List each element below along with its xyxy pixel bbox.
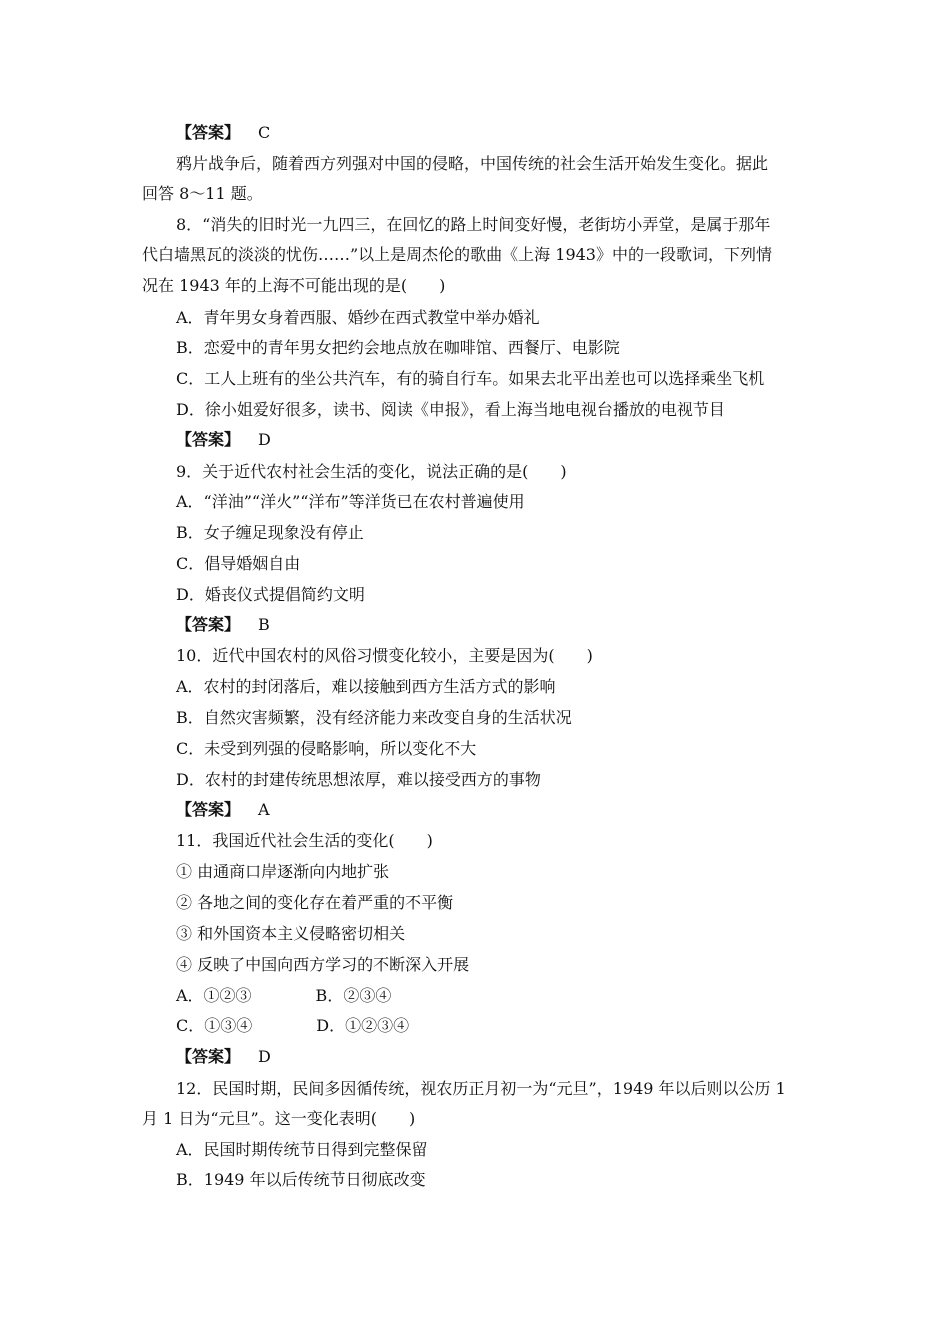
text-line: ③ 和外国资本主义侵略密切相关 [176,924,406,943]
text-line: 月 1 日为“元旦”。这一变化表明( ) [142,1109,416,1128]
text-line: ② 各地之间的变化存在着严重的不平衡 [176,893,454,912]
answer-line [176,430,271,450]
answer-label: 【答案】 [176,800,241,819]
text-line: 9．关于近代农村社会生活的变化，说法正确的是( ) [176,462,567,481]
text-line: C．倡导婚姻自由 [176,554,301,573]
text-line: C．未受到列强的侵略影响，所以变化不大 [176,739,477,758]
text-line: A．农村的封闭落后，难以接触到西方生活方式的影响 [176,677,556,696]
answer-value: D [258,430,271,449]
text-line: 10．近代中国农村的风俗习惯变化较小，主要是因为( ) [176,646,593,665]
text-line: ④ 反映了中国向西方学习的不断深入开展 [176,955,470,974]
text-line: B．1949 年以后传统节日彻底改变 [176,1170,426,1189]
text-line: 回答 8～11 题。 [142,184,263,203]
text-line: D．徐小姐爱好很多，读书、阅读《申报》，看上海当地电视台播放的电视节目 [176,400,725,419]
answer-value: C [258,123,271,142]
text-line: B．恋爱中的青年男女把约会地点放在咖啡馆、西餐厅、电影院 [176,338,620,357]
text-line: B．女子缠足现象没有停止 [176,523,364,542]
answer-label: 【答案】 [176,123,241,142]
text-line: A．“洋油”“洋火”“洋布”等洋货已在农村普遍使用 [176,492,525,511]
answer-line [176,123,270,143]
answer-line [176,800,270,820]
text-line: 鸦片战争后，随着西方列强对中国的侵略，中国传统的社会生活开始发生变化。据此 [176,154,769,173]
answer-label: 【答案】 [176,1047,241,1066]
text-line: 代白墙黑瓦的淡淡的忧伤……”以上是周杰伦的歌曲《上海 1943》中的一段歌词，下列情 [142,245,772,264]
text-line: ① 由通商口岸逐渐向内地扩张 [176,862,390,881]
text-line: B．自然灾害频繁，没有经济能力来改变自身的生活状况 [176,708,572,727]
text-line: C．①③④ D．①②③④ [176,1016,410,1035]
text-line: D．婚丧仪式提倡简约文明 [176,585,365,604]
text-line: 8．“消失的旧时光一九四三，在回忆的路上时间变好慢，老街坊小弄堂，是属于那年 [176,215,771,234]
answer-label: 【答案】 [176,615,241,634]
text-line: A．民国时期传统节日得到完整保留 [176,1140,428,1159]
text-line: 11．我国近代社会生活的变化( ) [176,831,433,850]
text-line: C．工人上班有的坐公共汽车，有的骑自行车。如果去北平出差也可以选择乘坐飞机 [176,369,765,388]
answer-value: B [258,615,270,634]
answer-line [176,615,270,635]
text-line: 12．民国时期，民间多因循传统，视农历正月初一为“元旦”，1949 年以后则以公历 1 [176,1079,786,1098]
text-line: 况在 1943 年的上海不可能出现的是( ) [142,276,446,295]
text-line: A．①②③ B．②③④ [176,986,392,1005]
text-line: D．农村的封建传统思想浓厚，难以接受西方的事物 [176,770,541,789]
answer-line [176,1047,271,1067]
answer-value: A [258,800,270,819]
text-line: A．青年男女身着西服、婚纱在西式教堂中举办婚礼 [176,308,540,327]
answer-value: D [258,1047,271,1066]
answer-label: 【答案】 [176,430,241,449]
